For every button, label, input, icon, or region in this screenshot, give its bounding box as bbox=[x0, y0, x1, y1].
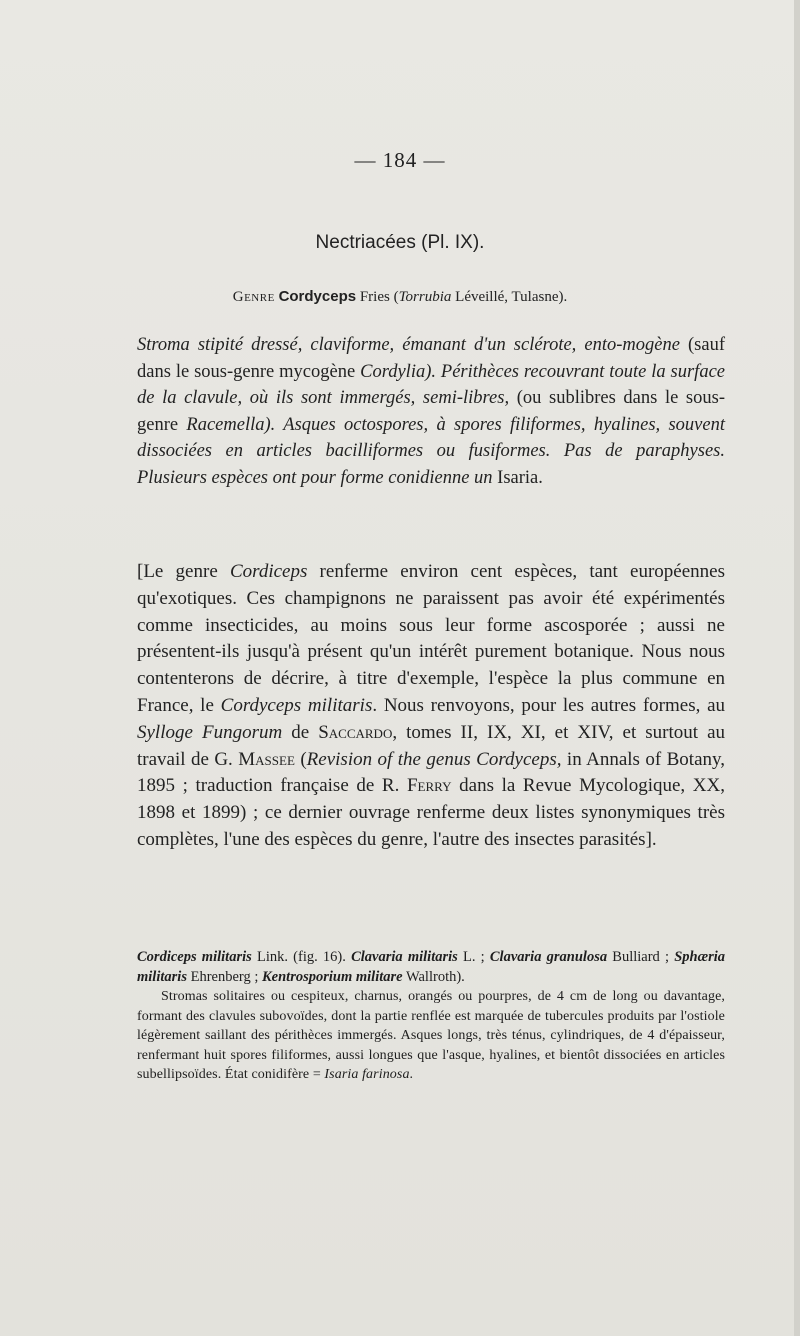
body-s10: Massee bbox=[238, 748, 295, 770]
diagnosis-part-7: ). Asques octospores, à spores filiformes, hyalines, souvent dissociées en articles bacilliformes ou fusiformes. Pas de paraphyses. Plusieurs espèces ont pour forme conidienne un bbox=[137, 414, 725, 488]
species-text-1: Link. (fig. 16). bbox=[251, 949, 352, 965]
species-name: Cordiceps militaris bbox=[137, 949, 252, 965]
species-text-2: L. ; bbox=[457, 949, 490, 965]
synonym-2: Clavaria granulosa bbox=[489, 949, 608, 965]
body-paragraph bbox=[137, 559, 725, 854]
diagnosis-part-8: Isaria. bbox=[492, 467, 543, 488]
body-s13: in Annals of Botany, 1895 ; traduction française de R. bbox=[137, 748, 726, 797]
body-s4: Cordyceps militaris bbox=[220, 694, 373, 716]
body-s1: [Le genre bbox=[137, 561, 230, 582]
body-s3: renferme environ cent espèces, tant européennes qu'exotiques. Ces champignons ne paraissent pas avoir été expérimentés comme insecticides, au moins sous leur forme ascosporée ; aussi ne présentent-ils jusqu'à présent qu'un intérêt purement botanique. Nous nous contenterons de décrire, à titre d'exemple, l'espèce la plus commune en France, le bbox=[137, 561, 725, 716]
description-end: . bbox=[409, 1067, 414, 1082]
genus-author: Fries ( bbox=[359, 289, 399, 305]
genus-heading bbox=[0, 288, 800, 306]
body-s5: . Nous renvoyons, pour les autres formes, au bbox=[372, 694, 726, 716]
conidial-form: Isaria farinosa bbox=[324, 1067, 410, 1082]
synonym-3: Sphæria militaris bbox=[137, 949, 726, 985]
genus-prefix: Genre bbox=[232, 289, 275, 305]
species-description bbox=[137, 987, 725, 1085]
body-s8: Saccardo bbox=[318, 721, 393, 743]
diagnosis-part-5: (ou sublibres dans le sous-genre bbox=[137, 388, 725, 435]
body-s2: Cordiceps bbox=[229, 561, 308, 582]
genus-diagnosis bbox=[137, 332, 725, 491]
diagnosis-part-4: ). Périthèces recouvrant toute la surface de la clavule, où ils sont immergés, semi-libres, bbox=[137, 361, 725, 408]
diagnosis-part-3: Cordylia bbox=[360, 361, 426, 382]
body-s6: Sylloge Fungorum bbox=[137, 721, 283, 743]
species-text-5: Wallroth). bbox=[402, 968, 465, 985]
body-s7: de bbox=[282, 721, 319, 743]
species-text-3: Bulliard ; bbox=[607, 949, 675, 965]
body-s14: Ferry bbox=[406, 775, 452, 797]
page-number: — 184 — bbox=[354, 148, 446, 172]
diagnosis-part-2: (sauf dans le sous-genre mycogène bbox=[137, 335, 725, 382]
species-text-4: Ehrenberg ; bbox=[186, 968, 262, 985]
genus-name: Cordyceps bbox=[278, 288, 357, 305]
page-edge bbox=[794, 0, 800, 1336]
synonym-4: Kentrosporium militare bbox=[262, 968, 403, 985]
diagnosis-part-6: Racemella bbox=[186, 414, 265, 435]
synonym-1: Clavaria militaris bbox=[351, 949, 458, 965]
body-s9: , tomes II, IX, XI, et XIV, et surtout au travail de G. bbox=[137, 721, 726, 770]
genus-synonym: Torrubia bbox=[398, 289, 452, 305]
species-entry bbox=[137, 948, 725, 1085]
diagnosis-part-1: Stroma stipité dressé, claviforme, émanant d'un sclérote, ento-mogène bbox=[137, 335, 680, 355]
section-title: Nectriacées (Pl. IX). bbox=[315, 232, 485, 253]
body-s12: Revision of the genus Cordyceps, bbox=[306, 748, 562, 770]
species-synonymy bbox=[137, 948, 725, 987]
description-text: Stromas solitaires ou cespiteux, charnus, orangés ou pourpres, de 4 cm de long ou davantage, formant des clavules subovoïdes, dont la partie renflée est marquée de tubercules produits par l'ostiole légèrement saillant des périthèces immergés. Asques longs, très ténus, cylindriques, de 4 d'épaisseur, renfermant huit spores filiformes, aussi longues que l'asque, hyalines, et bientôt dissociées en articles subellipsoïdes. État conidifère = bbox=[137, 989, 725, 1082]
genus-synonym-authors: Léveillé, Tulasne). bbox=[455, 289, 568, 305]
body-s11: ( bbox=[294, 748, 307, 770]
body-s15: dans la Revue Mycologique, XX, 1898 et 1899) ; ce dernier ouvrage renferme deux listes synonymiques très complètes, l'une des espèces du genre, l'autre des insectes parasités]. bbox=[137, 775, 725, 850]
